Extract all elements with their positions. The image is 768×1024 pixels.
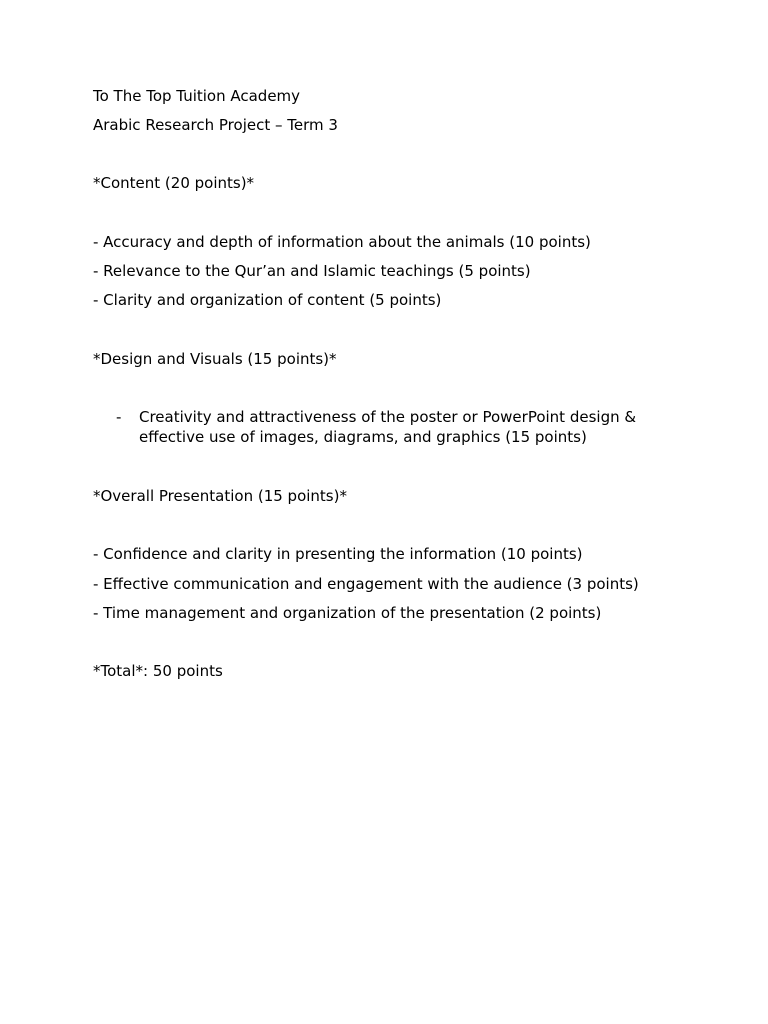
presentation-heading: *Overall Presentation (15 points)* xyxy=(93,487,347,505)
content-item: - Clarity and organization of content (5 points) xyxy=(93,291,442,309)
bullet-marker: - xyxy=(116,408,122,426)
presentation-item: - Confidence and clarity in presenting the information (10 points) xyxy=(93,545,583,563)
design-heading: *Design and Visuals (15 points)* xyxy=(93,350,337,368)
content-item: - Accuracy and depth of information about the animals (10 points) xyxy=(93,233,591,251)
total-line: *Total*: 50 points xyxy=(93,662,223,680)
content-heading: *Content (20 points)* xyxy=(93,174,255,192)
presentation-item: - Time management and organization of the presentation (2 points) xyxy=(93,604,602,622)
presentation-item: - Effective communication and engagement with the audience (3 points) xyxy=(93,575,639,593)
design-item: Creativity and attractiveness of the poster or PowerPoint design & effective use of images, diagrams, and graphics (15 points) xyxy=(139,408,637,446)
academy-name: To The Top Tuition Academy xyxy=(93,87,301,105)
project-title: Arabic Research Project – Term 3 xyxy=(93,116,338,134)
content-item: - Relevance to the Qur’an and Islamic teachings (5 points) xyxy=(93,262,531,280)
